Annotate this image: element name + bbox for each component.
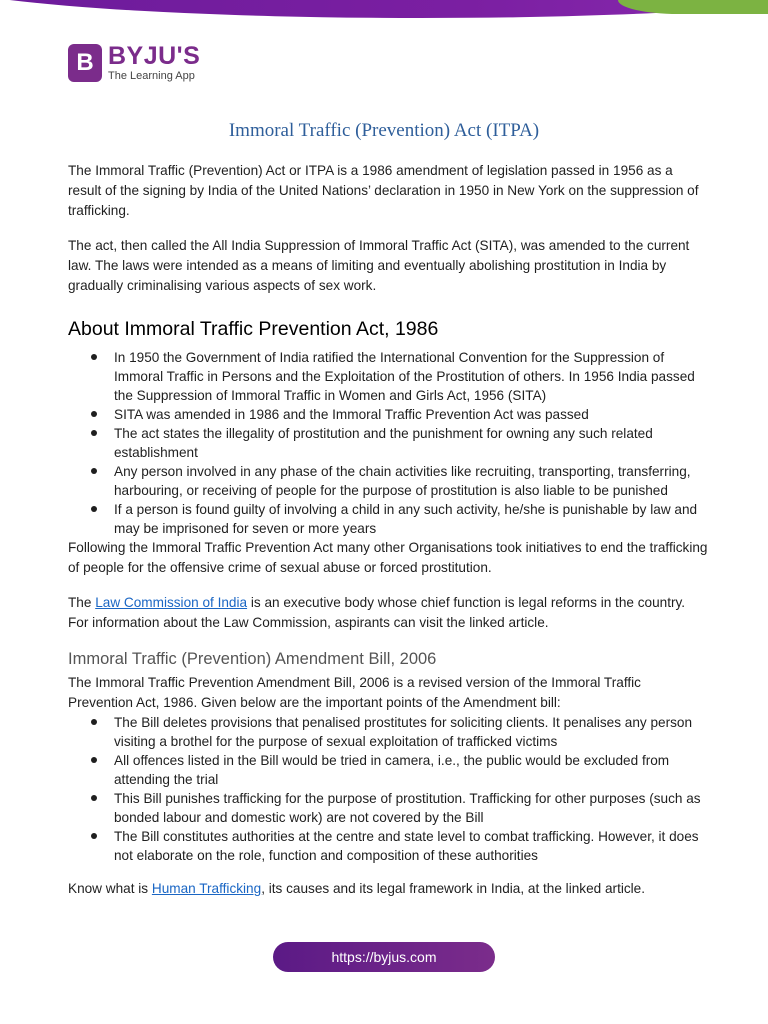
section-heading-about: About Immoral Traffic Prevention Act, 1986 — [68, 318, 439, 341]
human-trafficking-link[interactable]: Human Trafficking — [151, 881, 262, 897]
list-item: All offences listed in the Bill would be tried in camera, i.e., the public would be excluded from attending the trial — [114, 751, 708, 789]
byjus-logo — [68, 44, 200, 82]
page-title: Immoral Traffic (Prevention) Act (ITPA) — [228, 120, 540, 141]
law-commission-link[interactable]: Law Commission of India — [95, 594, 248, 610]
logo-name: BYJU'S — [108, 42, 201, 70]
human-trafficking-paragraph — [68, 879, 708, 899]
list-item: If a person is found guilty of involving a child in any such activity, he/she is punishable by law and may be imprisoned for seven or more years — [114, 500, 708, 538]
list-item: The Bill deletes provisions that penalised prostitutes for soliciting clients. It penalises any person visiting a brothel for the purpose of sexual exploitation of trafficked victims — [114, 713, 708, 751]
list-item: Any person involved in any phase of the chain activities like recruiting, transporting, transferring, harbouring, or receiving of people for the purpose of prostitution is also liable to be punished — [114, 462, 708, 500]
logo-text — [108, 44, 200, 82]
law-commission-paragraph — [68, 593, 708, 633]
human-trafficking-text-before: Know what is — [68, 881, 152, 897]
amendment-bullet-list — [68, 713, 708, 865]
logo-mark-icon: B — [68, 44, 102, 82]
list-item: The act states the illegality of prostitution and the punishment for owning any such related establishment — [114, 424, 708, 462]
footer-url-pill[interactable]: https://byjus.com — [273, 942, 495, 972]
list-item: SITA was amended in 1986 and the Immoral Traffic Prevention Act was passed — [114, 405, 708, 424]
human-trafficking-text-after: , its causes and its legal framework in India, at the linked article. — [261, 881, 646, 897]
intro-paragraph-2: The act, then called the All India Suppression of Immoral Traffic Act (SITA), was amended to the current law. The laws were intended as a means of limiting and eventually abolishing prostitution in India by gradually criminalising various aspects of sex work. — [68, 237, 690, 294]
list-item: The Bill constitutes authorities at the centre and state level to combat trafficking. However, it does not elaborate on the role, function and composition of these authorities — [114, 827, 708, 865]
law-commission-text-after: is an executive body whose chief function is legal reforms in the country. For information about the Law Commission, aspirants can visit the linked article. — [68, 594, 686, 630]
intro-paragraph-1: The Immoral Traffic (Prevention) Act or ITPA is a 1986 amendment of legislation passed in 1956 as a result of the signing by India of the United Nations’ declaration in 1950 in New York on the suppression of trafficking. — [68, 163, 699, 219]
spacer — [68, 222, 708, 236]
spacer — [68, 865, 708, 879]
amendment-intro-paragraph: The Immoral Traffic Prevention Amendment Bill, 2006 is a revised version of the Immoral Traffic Prevention Act, 1986. Given below are the important points of the Amendment bill: — [68, 675, 641, 711]
about-bullet-list — [68, 348, 708, 538]
section-heading-amendment-bill: Immoral Traffic (Prevention) Amendment Bill, 2006 — [68, 650, 437, 669]
document-body — [68, 161, 708, 900]
list-item: In 1950 the Government of India ratified the International Convention for the Suppression of Immoral Traffic in Persons and the Exploitation of the Prostitution of others. In 1956 India passed the Suppression of Immoral Traffic in Women and Girls Act, 1956 (SITA) — [114, 348, 708, 405]
top-decorative-band — [0, 0, 768, 22]
spacer — [68, 579, 708, 593]
following-paragraph: Following the Immoral Traffic Prevention Act many other Organisations took initiatives to end the trafficking of people for the offensive crime of sexual abuse or forced prostitution. — [68, 540, 708, 576]
logo-tagline: The Learning App — [108, 70, 195, 82]
law-commission-text-before: The — [68, 594, 96, 610]
list-item: This Bill punishes trafficking for the purpose of prostitution. Trafficking for other purposes (such as bonded labour and domestic work) are not covered by the Bill — [114, 789, 708, 827]
